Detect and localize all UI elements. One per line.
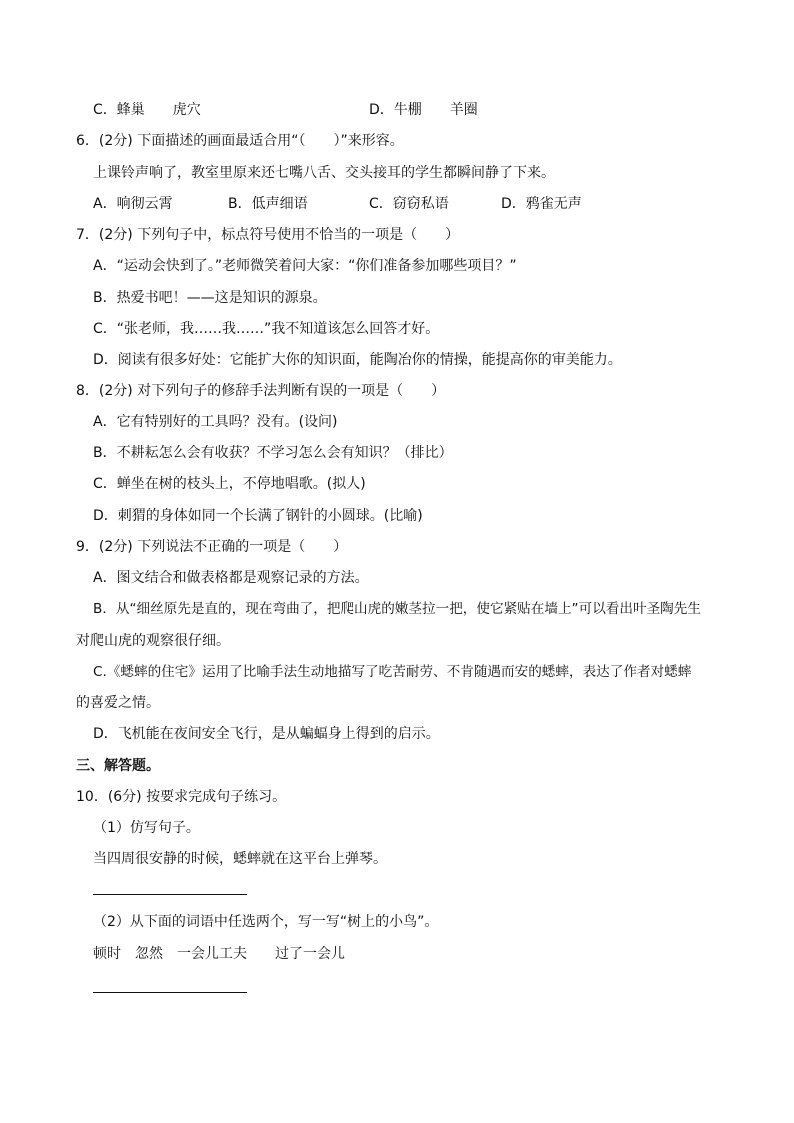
q9-option-a: A．图文结合和做表格都是观察记录的方法。: [93, 570, 369, 586]
q10-part1-answer-line[interactable]: [93, 894, 247, 895]
q10-part2-answer-line[interactable]: [93, 992, 247, 993]
q7-option-d: D．阅读有很多好处：它能扩大你的知识面，能陶冶你的情操，能提高你的审美能力。: [93, 352, 622, 368]
q9-option-c-line1: C.《蟋蟀的住宅》运用了比喻手法生动地描写了吃苦耐劳、不肯随遇而安的蟋蟀，表达了作者对蟋蟀: [93, 664, 692, 680]
q8-option-c: C．蝉坐在树的枝头上，不停地唱歌。(拟人): [93, 476, 366, 492]
q7-stem: 7．(2分) 下列句子中，标点符号使用不恰当的一项是（ ）: [76, 227, 460, 243]
q9-option-b-line1: B．从“细丝原先是直的，现在弯曲了，把爬山虎的嫩茎拉一把，使它紧贴在墙上”可以看出叶圣陶先生: [93, 601, 701, 617]
q6-stem: 6．(2分) 下面描述的画面最适合用“（ ）”来形容。: [76, 133, 404, 149]
q7-option-b: B．热爱书吧！——这是知识的源泉。: [93, 290, 327, 306]
q5-option-d: D．牛棚 羊圈: [369, 102, 478, 118]
q6-option-b: B．低声细语: [228, 196, 308, 212]
q10-part1-text: 当四周很安静的时候，蟋蟀就在这平台上弹琴。: [93, 851, 387, 867]
section-title: 三、解答题。: [76, 758, 160, 774]
q8-stem: 8．(2分) 对下列句子的修辞手法判断有误的一项是（ ）: [76, 383, 446, 399]
q10-part2-words: 顿时 忽然 一会儿工夫 过了一会儿: [93, 946, 345, 962]
q7-option-c: C．“张老师，我……我……”我不知道该怎么回答才好。: [93, 321, 440, 337]
q7-option-a: A．“运动会快到了。”老师微笑着问大家：“你们准备参加哪些项目？”: [93, 258, 517, 274]
q6-option-c: C．窃窃私语: [369, 196, 449, 212]
q10-part1-title: （1）仿写句子。: [93, 820, 200, 836]
q6-option-a: A．响彻云霄: [93, 196, 173, 212]
q9-option-d: D．飞机能在夜间安全飞行，是从蝙蝠身上得到的启示。: [93, 726, 440, 742]
q10-part2-title: （2）从下面的词语中任选两个，写一写“树上的小鸟”。: [93, 914, 439, 930]
q8-option-b: B．不耕耘怎么会有收获？不学习怎么会有知识？（排比）: [93, 445, 453, 461]
q8-option-d: D．刺猬的身体如同一个长满了钢针的小圆球。(比喻): [93, 508, 423, 524]
q9-option-c-line2: 的喜爱之情。: [76, 695, 160, 711]
q8-option-a: A．它有特别好的工具吗？没有。(设问): [93, 414, 338, 430]
q6-option-d: D．鸦雀无声: [501, 196, 582, 212]
q5-option-c: C．蜂巢 虎穴: [93, 102, 201, 118]
q10-stem: 10．(6分) 按要求完成句子练习。: [76, 789, 287, 805]
q9-option-b-line2: 对爬山虎的观察很仔细。: [76, 633, 230, 649]
q9-stem: 9．(2分) 下列说法不正确的一项是（ ）: [76, 539, 348, 555]
q6-passage: 上课铃声响了，教室里原来还七嘴八舌、交头接耳的学生都瞬间静了下来。: [93, 165, 555, 181]
